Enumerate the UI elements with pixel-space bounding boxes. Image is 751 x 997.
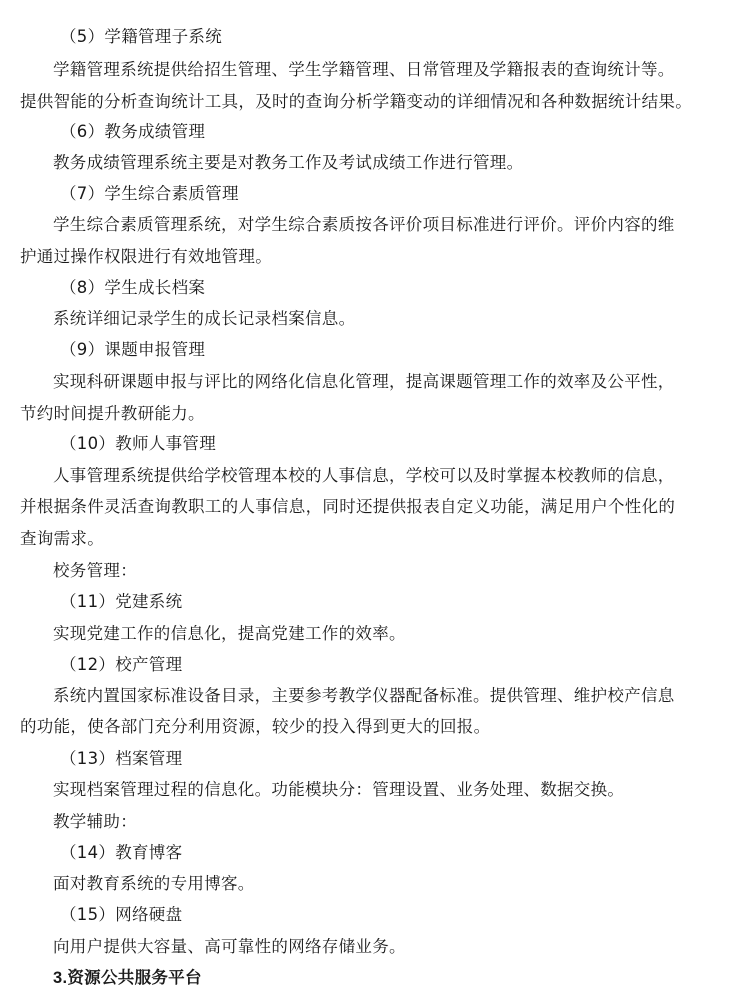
section-body-10-line-1: 人事管理系统提供给学校管理本校的人事信息，学校可以及时掌握本校教师的信息， bbox=[53, 466, 675, 485]
section-heading-10: （10）教师人事管理 bbox=[60, 434, 216, 453]
section-body-7-line-1: 学生综合素质管理系统，对学生综合素质按各评价项目标准进行评价。评价内容的维 bbox=[53, 215, 675, 234]
section-heading-7: （7）学生综合素质管理 bbox=[60, 184, 239, 203]
section-heading-15: （15）网络硬盘 bbox=[60, 905, 183, 924]
section-heading-8: （8）学生成长档案 bbox=[60, 278, 206, 297]
section-heading-14: （14）教育博客 bbox=[60, 843, 183, 862]
section-body-14-line-1: 面对教育系统的专用博客。 bbox=[53, 874, 255, 893]
section-body-9-line-1: 实现科研课题申报与评比的网络化信息化管理，提高课题管理工作的效率及公平性， bbox=[53, 372, 675, 391]
section-heading-5: （5）学籍管理子系统 bbox=[60, 27, 222, 46]
subsection-title: 资源公共服务平台 bbox=[67, 968, 202, 987]
category-teaching-aids: 教学辅助： bbox=[53, 812, 137, 831]
section-heading-9: （9）课题申报管理 bbox=[60, 340, 206, 359]
section-body-5-line-1: 学籍管理系统提供给招生管理、学生学籍管理、日常管理及学籍报表的查询统计等。 bbox=[53, 60, 675, 79]
section-body-9-line-2: 节约时间提升教研能力。 bbox=[20, 404, 205, 423]
section-body-7-line-2: 护通过操作权限进行有效地管理。 bbox=[20, 247, 272, 266]
section-body-6-line-1: 教务成绩管理系统主要是对教务工作及考试成绩工作进行管理。 bbox=[53, 153, 524, 172]
section-body-15-line-1: 向用户提供大容量、高可靠性的网络存储业务。 bbox=[53, 937, 406, 956]
section-heading-12: （12）校产管理 bbox=[60, 655, 183, 674]
section-heading-11: （11）党建系统 bbox=[60, 592, 183, 611]
section-body-12-line-2: 的功能，使各部门充分利用资源，较少的投入得到更大的回报。 bbox=[20, 717, 491, 736]
section-body-11-line-1: 实现党建工作的信息化，提高党建工作的效率。 bbox=[53, 624, 406, 643]
section-body-10-line-2: 并根据条件灵活查询教职工的人事信息，同时还提供报表自定义功能，满足用户个性化的 bbox=[20, 497, 676, 516]
section-body-8-line-1: 系统详细记录学生的成长记录档案信息。 bbox=[53, 309, 356, 328]
subsection-heading-3 bbox=[0, 967, 751, 989]
category-school-affairs: 校务管理： bbox=[53, 561, 137, 580]
section-body-12-line-1: 系统内置国家标准设备目录，主要参考教学仪器配备标准。提供管理、维护校产信息 bbox=[53, 686, 675, 705]
section-body-5-line-2: 提供智能的分析查询统计工具，及时的查询分析学籍变动的详细情况和各种数据统计结果。 bbox=[20, 92, 692, 111]
section-heading-13: （13）档案管理 bbox=[60, 749, 183, 768]
section-body-13-line-1: 实现档案管理过程的信息化。功能模块分：管理设置、业务处理、数据交换。 bbox=[53, 780, 625, 799]
section-heading-6: （6）教务成绩管理 bbox=[60, 122, 206, 141]
section-body-10-line-3: 查询需求。 bbox=[20, 529, 104, 548]
subsection-number: 3. bbox=[53, 969, 68, 987]
